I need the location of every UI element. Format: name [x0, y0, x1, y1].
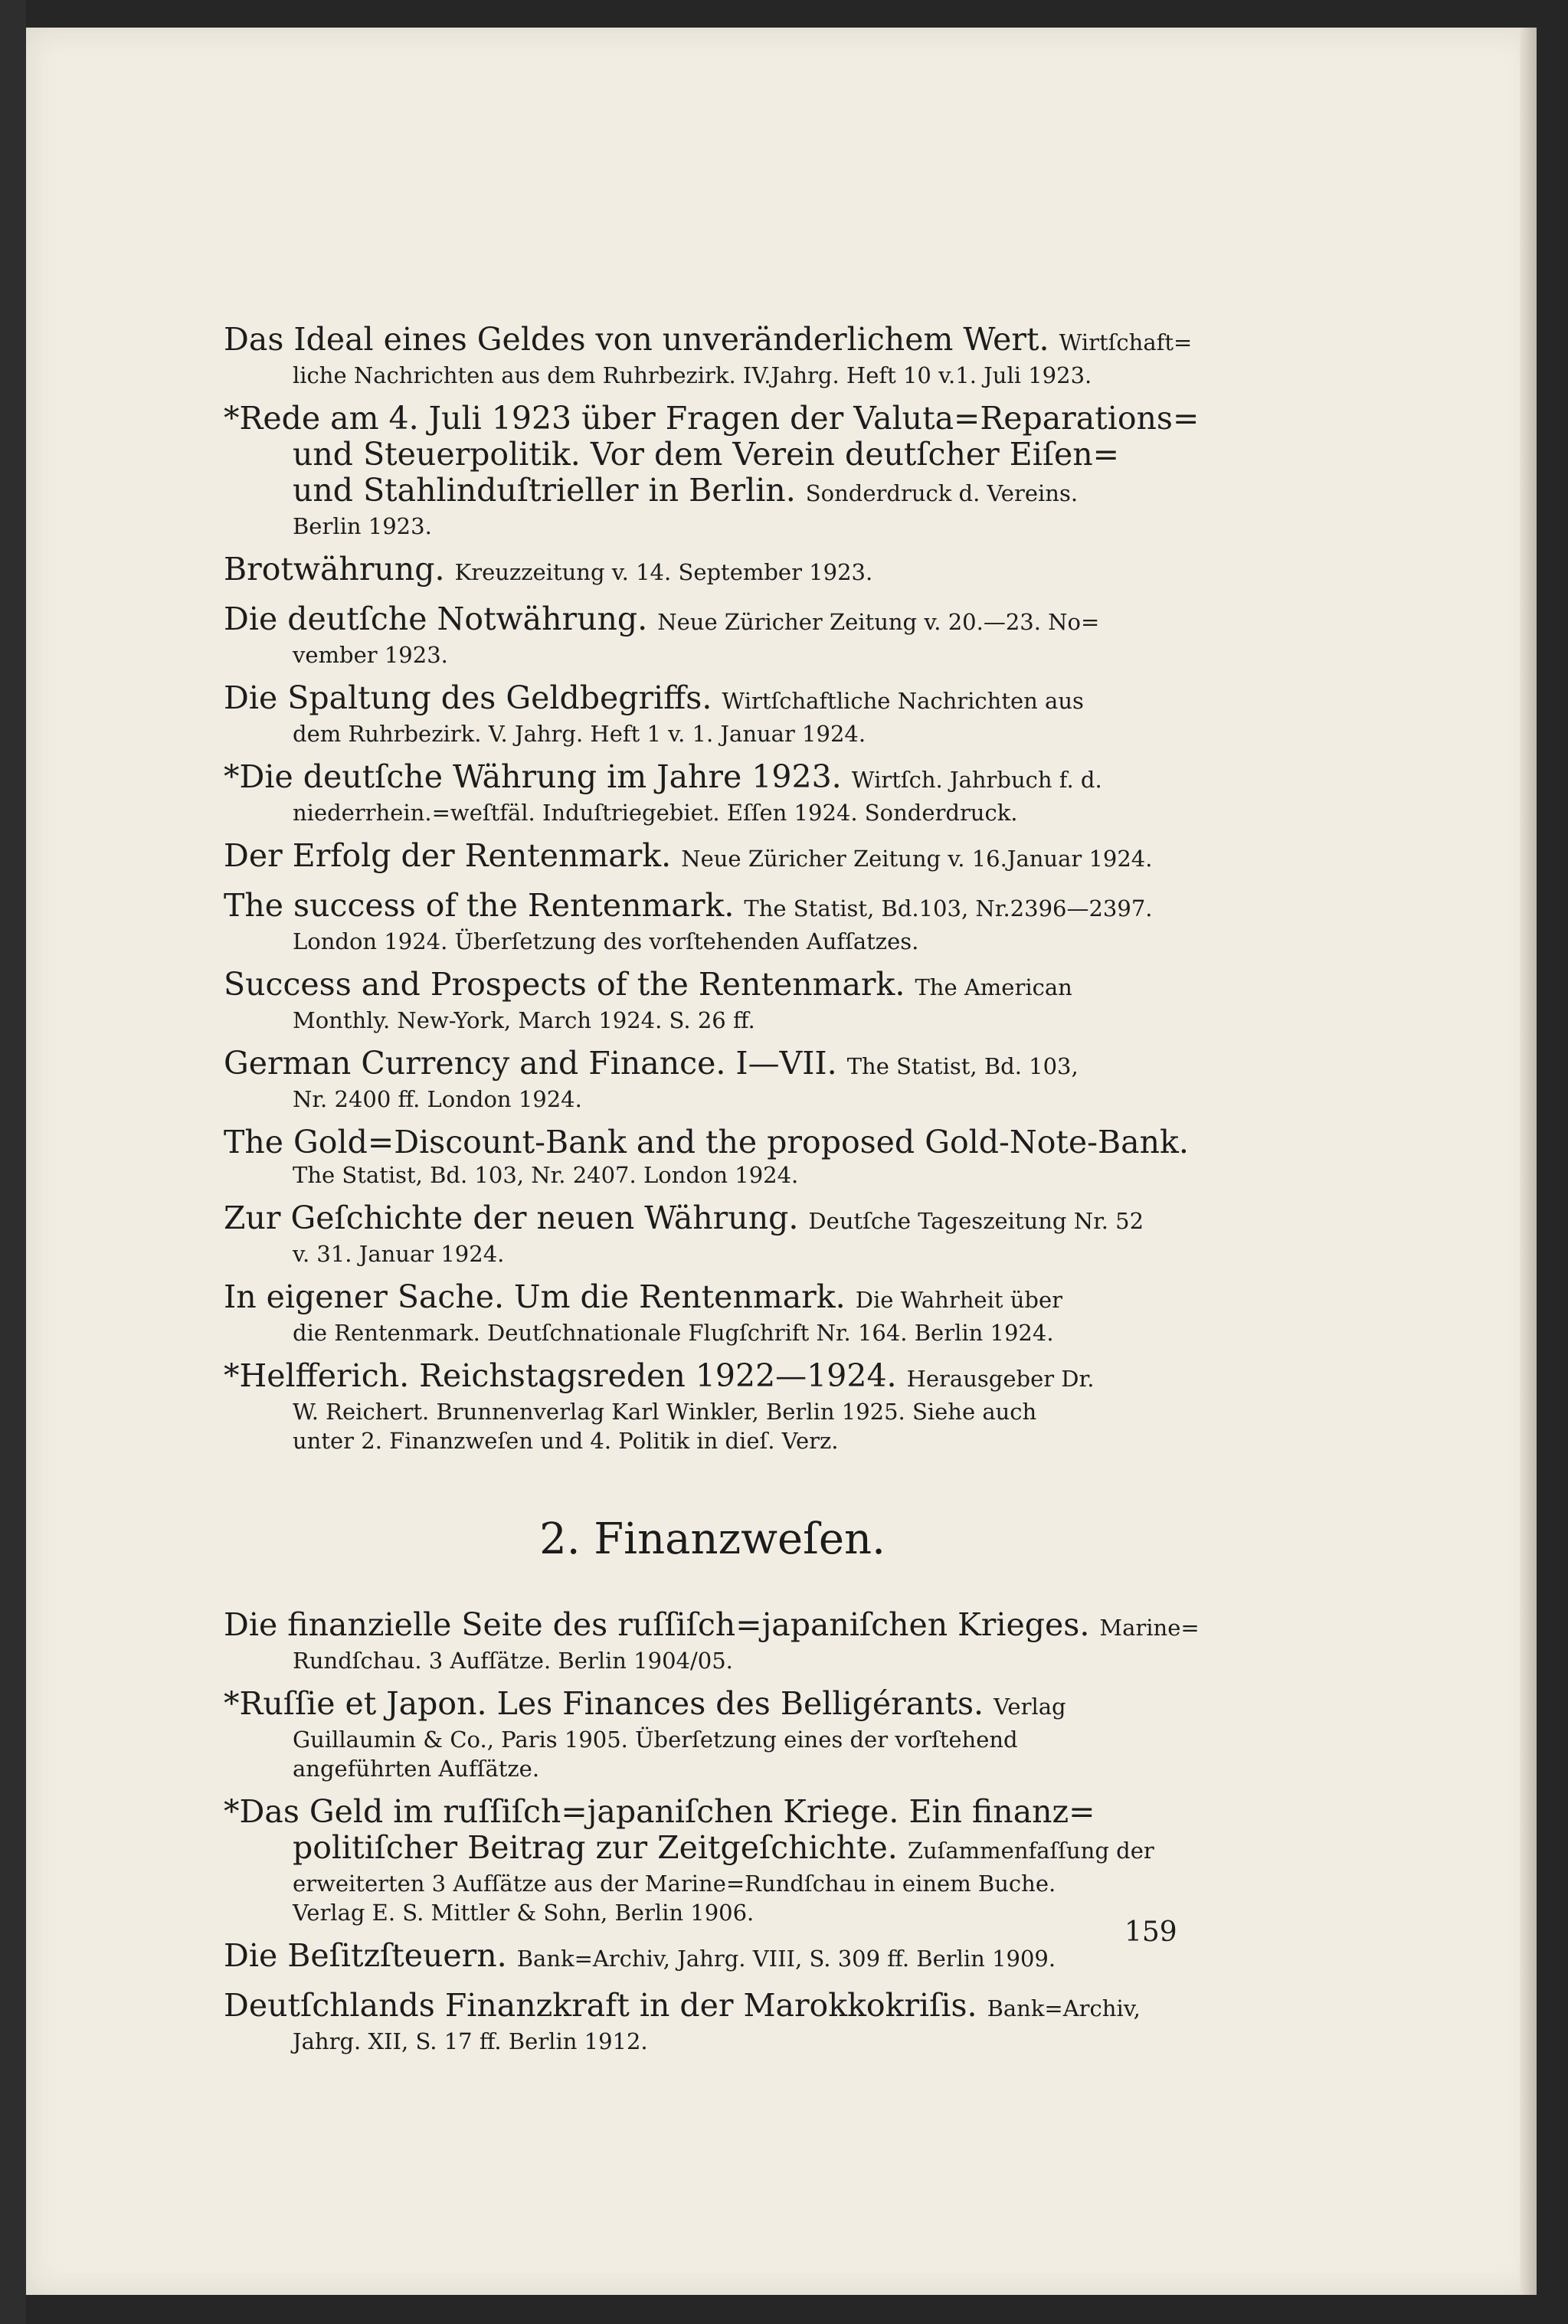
entry-first-line — [224, 401, 1201, 437]
bibliography-entry — [224, 888, 1201, 956]
entry-first-line — [224, 1938, 1201, 1977]
bibliography-entry — [224, 322, 1201, 390]
entry-first-line — [224, 680, 1201, 719]
bibliography-entry — [224, 1358, 1201, 1455]
entry-title: Deutſchlands Finanzkraft in der Marokkokriſis. — [224, 1987, 977, 2024]
entry-continuation: W. Reichert. Brunnenverlag Karl Winkler, Berlin 1925. Siehe auch — [293, 1399, 1037, 1425]
entry-source: Herausgeber Dr. — [906, 1366, 1095, 1392]
entry-first-line — [224, 552, 1201, 591]
bibliography-entry — [224, 1607, 1201, 1675]
bibliography-entry — [224, 967, 1201, 1035]
entry-title-part: politiſcher Beitrag zur Zeitgeſchichte. — [293, 1829, 898, 1866]
entry-title: Die finanzielle Seite des ruſſiſch=japaniſchen Krieges. — [224, 1606, 1090, 1643]
page-edge — [1520, 28, 1537, 2295]
bibliography-entry — [224, 1686, 1201, 1783]
entry-title-part: und Steuerpolitik. Vor dem Verein deutſcher Eiſen= — [293, 436, 1120, 473]
entry-title: *Ruſſie et Japon. Les Finances des Belligérants. — [224, 1685, 984, 1722]
entry-source: The Statist, Bd. 103, — [846, 1053, 1079, 1079]
entry-continuation: Monthly. New-York, March 1924. S. 26 ff. — [293, 1007, 755, 1033]
entry-continuation: angeführten Aufſätze. — [293, 1756, 540, 1782]
entry-first-line — [224, 1794, 1201, 1830]
entry-continuation: Guillaumin & Co., Paris 1905. Überſetzung eines der vorſtehend — [293, 1727, 1018, 1753]
entry-title: Zur Geſchichte der neuen Währung. — [224, 1200, 799, 1236]
entry-source: Sonderdruck d. Vereins. — [805, 480, 1079, 506]
entry-continuation: v. 31. Januar 1924. — [293, 1241, 505, 1267]
bibliography-entry — [224, 1046, 1201, 1114]
entry-first-line — [224, 1279, 1201, 1318]
entry-continuation: Rundſchau. 3 Aufſätze. Berlin 1904/05. — [293, 1648, 733, 1674]
entry-title: Die Spaltung des Geldbegriffs. — [224, 679, 712, 716]
entry-first-line — [224, 1988, 1201, 2027]
entry-continuation: Verlag E. S. Mittler & Sohn, Berlin 1906. — [293, 1900, 755, 1926]
entry-source: Wirtſch. Jahrbuch f. d. — [851, 767, 1102, 793]
entry-title: In eigener Sache. Um die Rentenmark. — [224, 1278, 846, 1315]
entry-first-line — [224, 1358, 1201, 1397]
entry-title-part: und Stahlinduſtrieller in Berlin. — [293, 472, 796, 509]
bibliography-entry — [224, 401, 1201, 541]
entry-title: Brotwährung. — [224, 551, 445, 588]
entry-title: *Das Geld im ruſſiſch=japaniſchen Kriege. Ein finanz= — [224, 1793, 1095, 1830]
entry-first-line — [224, 888, 1201, 927]
entry-source: Kreuzzeitung v. 14. September 1923. — [454, 559, 873, 585]
bibliography-entry — [224, 680, 1201, 748]
entry-source: The American — [915, 974, 1072, 1000]
bibliography-entry — [224, 1938, 1201, 1977]
entry-first-line — [224, 322, 1201, 361]
book-gutter — [0, 0, 26, 2324]
bibliography-entry — [224, 759, 1201, 827]
bibliography-entry — [224, 552, 1201, 591]
entry-continuation: vember 1923. — [293, 642, 448, 668]
entry-title: Das Ideal eines Geldes von unveränderlichem Wert. — [224, 321, 1049, 358]
entry-source: Zuſammenfaſſung der — [907, 1838, 1154, 1864]
entry-title: Success and Prospects of the Rentenmark. — [224, 966, 905, 1003]
entry-first-line — [224, 1200, 1201, 1239]
entry-continuation: dem Ruhrbezirk. V. Jahrg. Heft 1 v. 1. Januar 1924. — [293, 721, 866, 747]
entry-continuation: niederrhein.=weſtfäl. Induſtriegebiet. Eſſen 1924. Sonderdruck. — [293, 800, 1018, 826]
bibliography-entry — [224, 1124, 1201, 1190]
entry-continuation: Jahrg. XII, S. 17 ff. Berlin 1912. — [293, 2028, 648, 2054]
entry-first-line — [224, 838, 1201, 877]
bibliography-list-finance — [224, 1607, 1201, 2056]
entry-first-line — [224, 967, 1201, 1006]
entry-title: The Gold=Discount-Bank and the proposed Gold-Note-Bank. — [224, 1124, 1189, 1160]
entry-continuation-title — [224, 437, 1201, 473]
entry-source: Bank=Archiv, Jahrg. VIII, S. 309 ff. Berlin 1909. — [516, 1946, 1056, 1972]
bibliography-entry — [224, 1200, 1201, 1268]
entry-first-line — [224, 1607, 1201, 1646]
entry-source: Verlag — [994, 1694, 1066, 1720]
entry-first-line — [224, 601, 1201, 640]
entry-source: The Statist, Bd.103, Nr.2396—2397. — [744, 895, 1153, 921]
bibliography-text — [224, 322, 1201, 2067]
page-number: 159 — [1124, 1916, 1177, 1948]
entry-first-line — [224, 759, 1201, 798]
entry-continuation: die Rentenmark. Deutſchnationale Flugſchrift Nr. 164. Berlin 1924. — [293, 1320, 1054, 1346]
entry-continuation-title — [224, 1830, 1201, 1869]
entry-continuation: unter 2. Finanzweſen und 4. Politik in dieſ. Verz. — [293, 1428, 839, 1454]
section-heading: 2. Finanzweſen. — [539, 1514, 885, 1564]
entry-first-line — [224, 1124, 1201, 1160]
entry-continuation: London 1924. Überſetzung des vorſtehenden Aufſatzes. — [293, 928, 919, 954]
entry-title: German Currency and Finance. I—VII. — [224, 1045, 837, 1082]
bibliography-entry — [224, 1279, 1201, 1347]
entry-continuation: liche Nachrichten aus dem Ruhrbezirk. IV.Jahrg. Heft 10 v.1. Juli 1923. — [293, 362, 1092, 388]
entry-title: Der Erfolg der Rentenmark. — [224, 837, 672, 874]
entry-source: Deutſche Tageszeitung Nr. 52 — [808, 1208, 1144, 1234]
entry-title: Die Beſitzſteuern. — [224, 1937, 507, 1974]
entry-title: *Rede am 4. Juli 1923 über Fragen der Valuta=Reparations= — [224, 400, 1200, 437]
entry-source: Wirtſchaftliche Nachrichten aus — [722, 688, 1084, 714]
entry-source: Wirtſchaft= — [1059, 329, 1193, 355]
entry-first-line — [224, 1046, 1201, 1085]
bibliography-entry — [224, 601, 1201, 669]
entry-continuation: The Statist, Bd. 103, Nr. 2407. London 1924. — [293, 1162, 799, 1188]
entry-title: *Die deutſche Währung im Jahre 1923. — [224, 758, 842, 795]
entry-source: Marine= — [1099, 1615, 1200, 1641]
entry-continuation: Berlin 1923. — [293, 513, 432, 539]
entry-source: Neue Züricher Zeitung v. 16.Januar 1924. — [681, 846, 1153, 872]
entry-continuation-title — [224, 473, 1201, 512]
entry-first-line — [224, 1686, 1201, 1725]
entry-title: The success of the Rentenmark. — [224, 887, 735, 924]
bibliography-entry — [224, 1794, 1201, 1927]
entry-title: *Helfferich. Reichstagsreden 1922—1924. — [224, 1357, 897, 1394]
bibliography-entry — [224, 838, 1201, 877]
entry-continuation: erweiterten 3 Aufſätze aus der Marine=Rundſchau in einem Buche. — [293, 1871, 1056, 1897]
entry-source: Die Wahrheit über — [855, 1287, 1062, 1313]
bibliography-list-money — [224, 322, 1201, 1455]
entry-source: Bank=Archiv, — [987, 1995, 1141, 2021]
entry-title: Die deutſche Notwährung. — [224, 601, 648, 637]
entry-continuation: Nr. 2400 ff. London 1924. — [293, 1086, 582, 1112]
bibliography-entry — [224, 1988, 1201, 2056]
entry-source: Neue Züricher Zeitung v. 20.—23. No= — [657, 609, 1100, 635]
